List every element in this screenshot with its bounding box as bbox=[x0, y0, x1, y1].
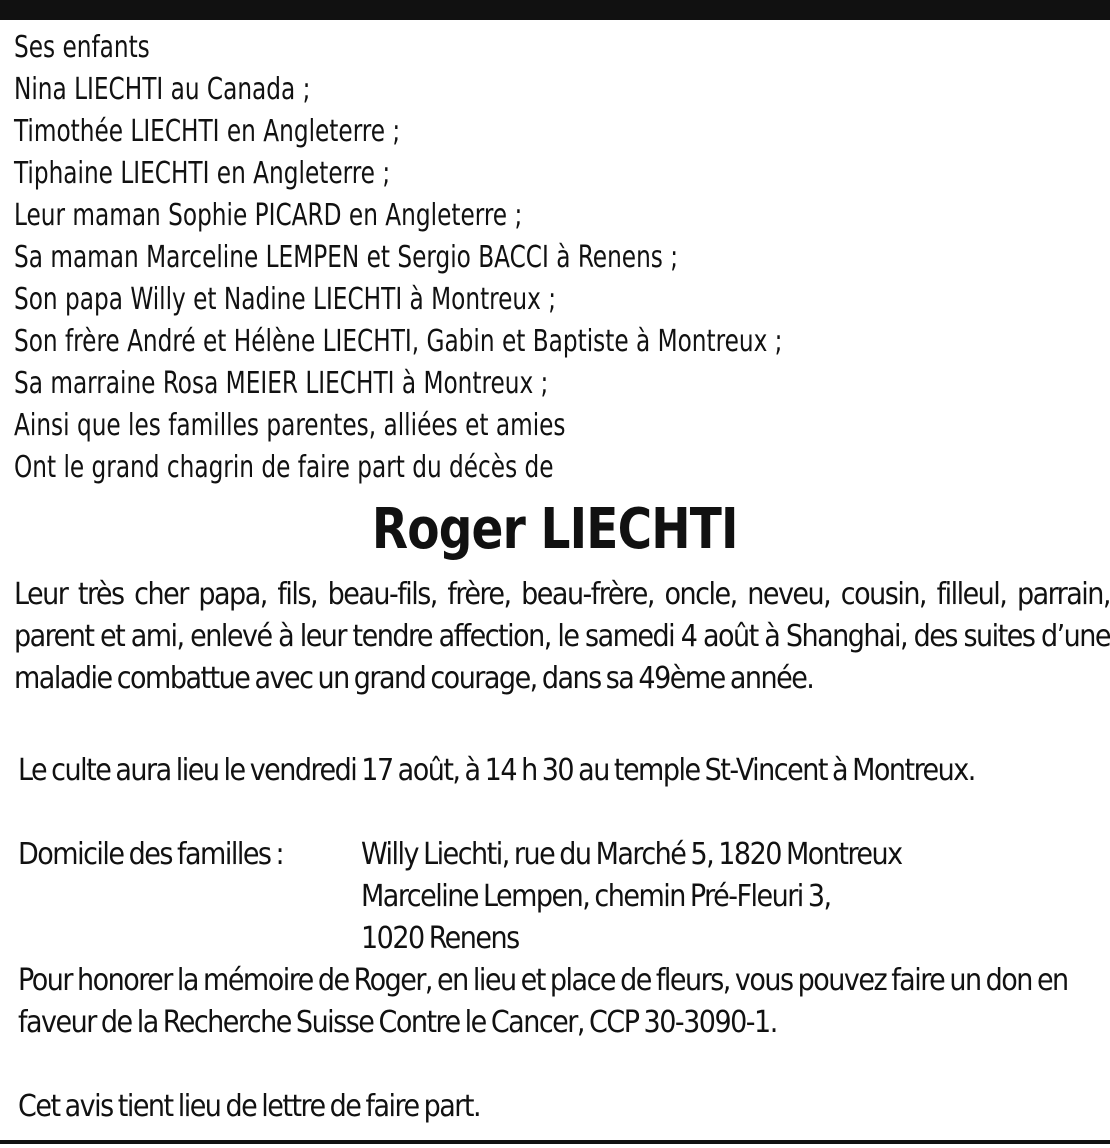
tribute-paragraph: Leur très cher papa, fils, beau-fils, frère, beau-frère, oncle, neveu, cousin, filleul, parrain, parent et ami, enlevé à leur tendre affection, le samedi 4 août à Shanghai, des suites d’une maladie combattue avec un grand courage, dans sa 49ème année. bbox=[14, 577, 1110, 696]
address-line: Marceline Lempen, chemin Pré-Fleuri 3, bbox=[361, 879, 831, 914]
domicile-label: Domicile des familles : bbox=[18, 837, 284, 872]
donation-paragraph: Pour honorer la mémoire de Roger, en lieu et place de fleurs, vous pouvez faire un don en faveur de la Recherche Suisse Contre le Cancer, CCP 30-3090-1. bbox=[18, 963, 1068, 1040]
family-list bbox=[14, 27, 1104, 489]
family-line: Leur maman Sophie PICARD en Angleterre ; bbox=[14, 198, 523, 233]
deceased-name: Roger LIECHTI bbox=[372, 497, 738, 562]
deceased-name-heading bbox=[0, 494, 1110, 566]
address-line: 1020 Renens bbox=[361, 921, 519, 956]
notice-line: Cet avis tient lieu de lettre de faire part. bbox=[18, 1089, 481, 1124]
family-line: Sa marraine Rosa MEIER LIECHTI à Montreux ; bbox=[14, 366, 549, 401]
family-line: Nina LIECHTI au Canada ; bbox=[14, 72, 311, 107]
domicile-addresses bbox=[361, 834, 1101, 960]
family-line: Ainsi que les familles parentes, alliées et amies bbox=[14, 408, 566, 443]
family-line: Ont le grand chagrin de faire part du décès de bbox=[14, 450, 554, 485]
address-line: Willy Liechti, rue du Marché 5, 1820 Montreux bbox=[361, 837, 902, 872]
family-line: Ses enfants bbox=[14, 30, 150, 65]
bottom-rule bbox=[0, 1140, 1110, 1144]
top-rule bbox=[0, 0, 1110, 20]
family-line: Son frère André et Hélène LIECHTI, Gabin et Baptiste à Montreux ; bbox=[14, 324, 783, 359]
family-line: Sa maman Marceline LEMPEN et Sergio BACCI à Renens ; bbox=[14, 240, 679, 275]
family-line: Tiphaine LIECHTI en Angleterre ; bbox=[14, 156, 391, 191]
ceremony-paragraph: Le culte aura lieu le vendredi 17 août, à 14 h 30 au temple St-Vincent à Montreux. bbox=[18, 753, 975, 788]
family-line: Son papa Willy et Nadine LIECHTI à Montreux ; bbox=[14, 282, 557, 317]
family-line: Timothée LIECHTI en Angleterre ; bbox=[14, 114, 401, 149]
